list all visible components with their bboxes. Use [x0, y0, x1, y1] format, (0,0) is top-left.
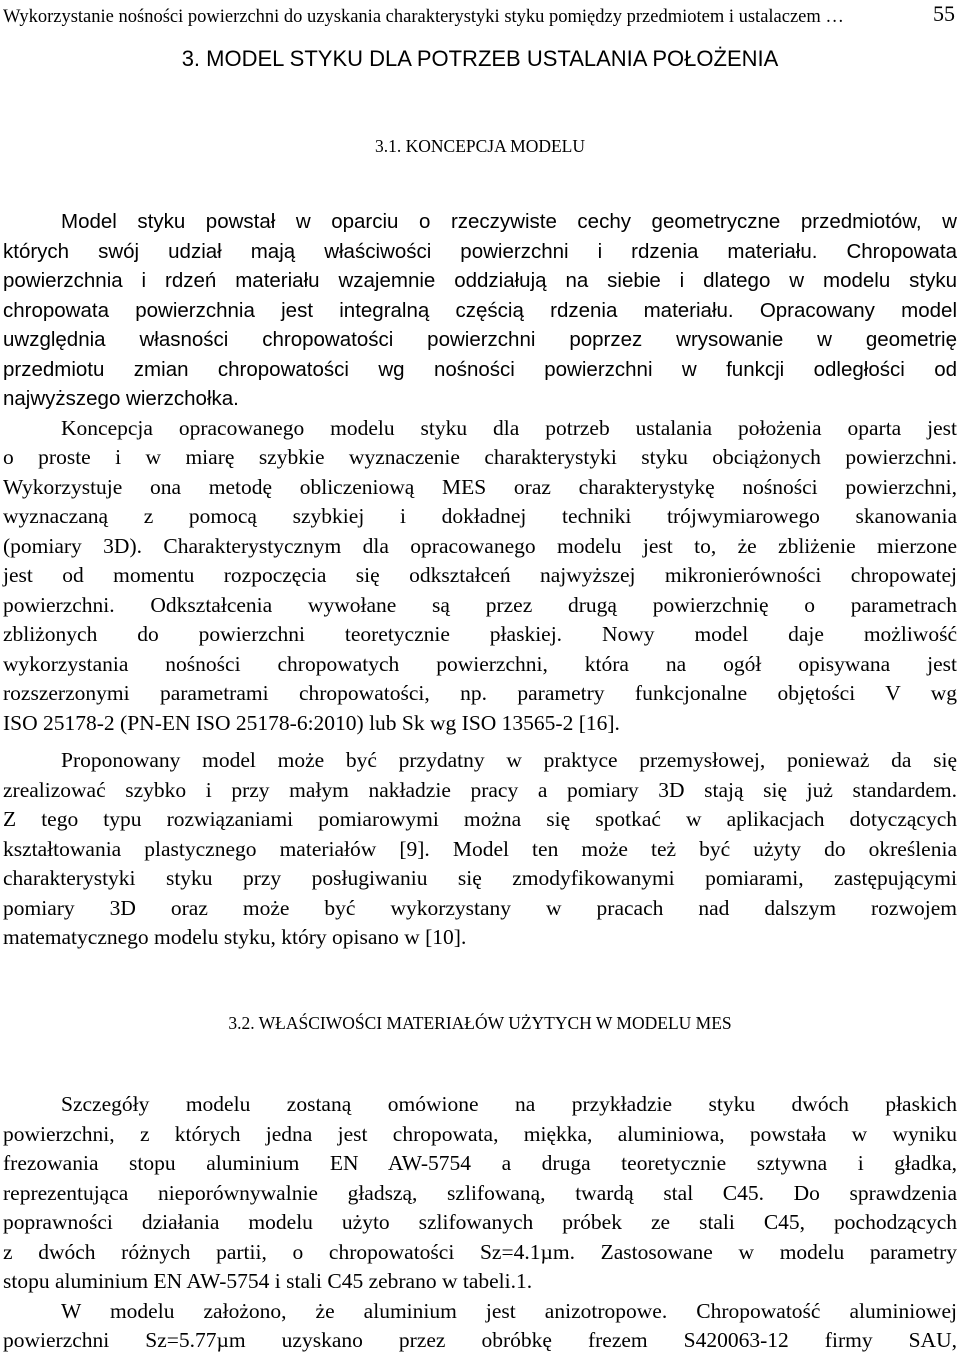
- text-line: powierzchni. Odkształcenia wywołane są przez drugą powierzchnię o parametrach: [3, 592, 957, 617]
- text-line: poprawności działania modelu użyto szlifowanych próbek ze stali C45, pochodzących: [3, 1210, 957, 1234]
- text-line: charakterystyki styku przy posługiwaniu się zmodyfikowanymi pomiarami, zastępującymi: [3, 866, 957, 890]
- text-line: powierzchnia i rdzeń materiału wzajemnie oddziałują na siebie i dlatego w modelu styku: [3, 269, 957, 292]
- text-line: frezowania stopu aluminium EN AW-5754 a druga teoretycznie sztywna i gładka,: [3, 1151, 957, 1175]
- text-line: Model styku powstał w oparciu o rzeczywiste cechy geometryczne przedmiotów, w: [61, 210, 957, 233]
- paragraph-model-applications: [3, 746, 957, 953]
- paragraph-materials: [3, 1090, 957, 1356]
- text-line: których swój udział mają właściwości powierzchni i rdzenia materiału. Chropowata: [3, 239, 957, 263]
- text-line: Koncepcja opracowanego modelu styku dla potrzeb ustalania położenia oparta jest: [61, 415, 957, 440]
- text-line: chropowata powierzchnia jest integralną częścią rdzenia materiału. Opracowany model: [3, 298, 957, 322]
- page-number: 55: [933, 1, 955, 26]
- text-line: matematycznego modelu styku, który opisano w [10].: [3, 925, 467, 949]
- text-line: W modelu założono, że aluminium jest anizotropowe. Chropowatość aluminiowej: [61, 1298, 957, 1323]
- text-line: pomiary 3D oraz może być wykorzystany w pracach nad dalszym rozwojem: [3, 895, 957, 920]
- running-header: [3, 0, 955, 32]
- running-header-title: Wykorzystanie nośności powierzchni do uzyskania charakterystyki styku pomiędzy przedmiotem i ustalaczem …: [3, 7, 844, 27]
- text-line: Z tego typu rozwiązaniami pomiarowymi można się spotkać w aplikacjach dotyczących: [3, 807, 957, 831]
- text-line: rozszerzonymi parametrami chropowatości, np. parametry funkcjonalne objętości V wg: [3, 681, 957, 705]
- paragraph-model-concept: [3, 207, 957, 738]
- text-line: stopu aluminium EN AW-5754 i stali C45 zebrano w tabeli.1.: [3, 1269, 533, 1293]
- text-line: przedmiotu zmian chropowatości wg nośności powierzchni w funkcji odległości od: [3, 357, 957, 381]
- text-line: z dwóch różnych partii, o chropowatości Sz=4.1µm. Zastosowane w modelu parametry: [3, 1239, 957, 1264]
- chapter-heading: 3. MODEL STYKU DLA POTRZEB USTALANIA POŁOŻENIA: [181, 46, 779, 71]
- text-line: uwzględnia własności chropowatości powierzchni poprzez wrysowanie w geometrię: [3, 328, 957, 351]
- text-line: reprezentująca nieporównywalnie gładszą, szlifowaną, twardą stal C45. Do sprawdzenia: [3, 1180, 957, 1205]
- text-line: najwyższego wierzchołka.: [3, 387, 239, 410]
- section-heading-concept: 3.1. KONCEPCJA MODELU: [374, 136, 586, 156]
- text-line: wykorzystania nośności chropowatych powierzchni, która na ogół opisywana jest: [3, 651, 957, 676]
- text-line: ISO 25178-2 (PN-EN ISO 25178-6:2010) lub Sk wg ISO 13565-2 [16].: [3, 710, 620, 735]
- text-line: powierzchni, z których jedna jest chropowata, miękka, aluminiowa, powstała w wyniku: [3, 1121, 957, 1146]
- text-line: zbliżonych do powierzchni teoretycznie płaskiej. Nowy model daje możliwość: [3, 622, 957, 646]
- text-line: wyznaczaną z pomocą szybkiej i dokładnej techniki trójwymiarowego skanowania: [3, 504, 957, 528]
- text-line: Proponowany model może być przydatny w praktyce przemysłowej, ponieważ da się: [61, 748, 957, 772]
- text-line: kształtowania plastycznego materiałów [9]. Model ten może też być użyty do określenia: [3, 836, 957, 861]
- text-line: Wykorzystuje ona metodę obliczeniową MES oraz charakterystykę nośności powierzchni,: [3, 474, 957, 499]
- section-heading-materials: 3.2. WŁAŚCIWOŚCI MATERIAŁÓW UŻYTYCH W MODELU MES: [228, 1013, 732, 1033]
- text-line: Szczegóły modelu zostaną omówione na przykładzie styku dwóch płaskich: [61, 1092, 957, 1116]
- text-line: (pomiary 3D). Charakterystycznym dla opracowanego modelu jest to, że zbliżenie mierzone: [3, 533, 957, 558]
- text-line: o proste i w miarę szybkie wyznaczenie charakterystyki styku obciążonych powierzchni.: [3, 445, 957, 469]
- text-line: jest od momentu rozpoczęcia się odkształceń najwyższej mikronierówności chropowatej: [3, 563, 957, 587]
- text-line: zrealizować szybko i przy małym nakładzie pracy a pomiary 3D stają się już standardem.: [3, 777, 957, 802]
- text-line: powierzchni Sz=5.77µm uzyskano przez obróbkę frezem S420063-12 firmy SAU,: [3, 1328, 957, 1352]
